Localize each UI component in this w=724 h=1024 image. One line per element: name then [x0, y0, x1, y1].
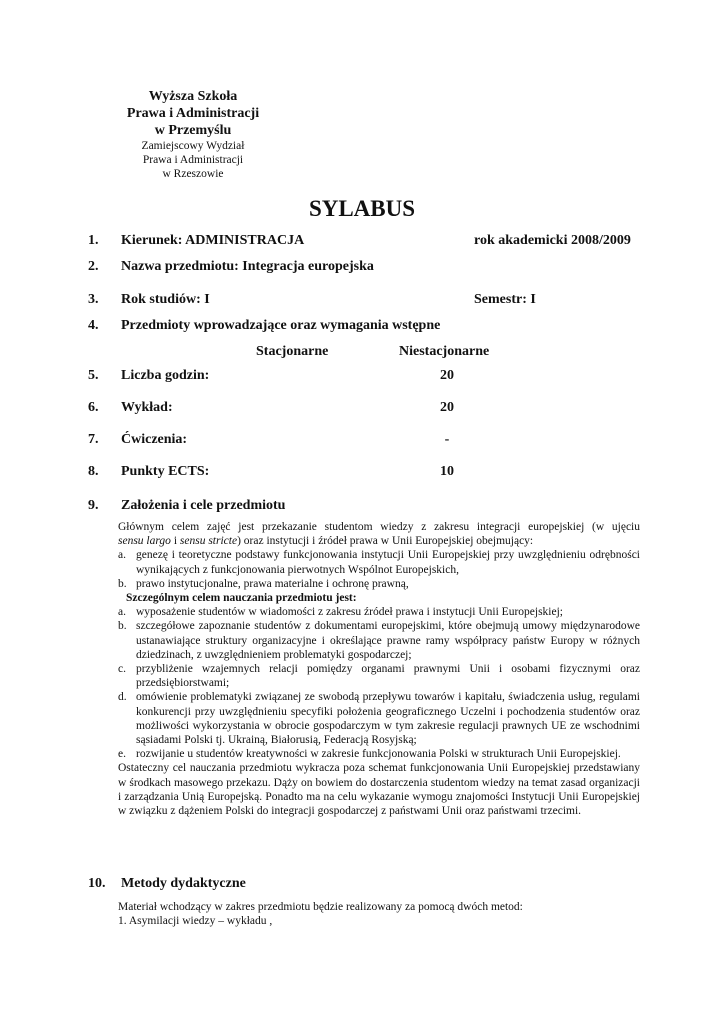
list-item: [118, 577, 640, 591]
goals-intro-line2: [118, 534, 640, 548]
list-item: [118, 662, 640, 690]
methods-item-1: 1. Asymilacji wiedzy – wykładu ,: [118, 915, 273, 928]
goals-term-stricte: sensu stricte: [179, 535, 238, 548]
faculty-line2: Prawa i Administracji: [142, 154, 244, 166]
goals-subheading: Szczególnym celem nauczania przedmiotu jest:: [126, 592, 357, 605]
section-7-number: 7.: [88, 432, 99, 447]
list-item: [118, 619, 640, 662]
section-4-number: 4.: [88, 318, 99, 333]
hours-value: 20: [440, 368, 454, 383]
section-5-label: Liczba godzin:: [121, 368, 210, 383]
section-3-number: 3.: [88, 292, 99, 307]
section-10-number: 10.: [88, 876, 106, 891]
goals-closing: Ostateczny cel nauczania przedmiotu wykracza poza schemat funkcjonowania Unii Europejskiej przedstawiany w środkach masowego przekazu. Dąży on bowiem do dostarczenia studentom wiedzy na temat zasad organizacji i zarządzania Unią Europejską. Ponadto ma na celu wykazanie wymogu znajomości Instytucji Unii Europejskiej w związku z dążeniem Polski do integracji gospodarczej z państwami Unii oraz państwami trzecimi.: [118, 762, 640, 818]
section-8-number: 8.: [88, 464, 99, 479]
section-9-number: 9.: [88, 498, 99, 513]
column-stationary: Stacjonarne: [256, 344, 329, 359]
section-2-number: 2.: [88, 259, 99, 274]
list-text: przybliżenie wzajemnych relacji pomiędzy organami prawnymi Unii i osobami fizycznymi oraz przedsiębiorstwami;: [136, 663, 640, 690]
list-text: omówienie problematyki związanej ze swobodą przepływu towarów i kapitału, świadczenia usług, regulami konkurencji przy uwzględnieniu specyfiki położenia geograficznego Uczelni i pochodzenia studentów oraz możliwości wykorzystania w obrocie gospodarczym w tym zakresie regulacji prawnych UE ze wschodnimi sąsiadami Polski tj. Ukrainą, Białorusią, Federacją Rosyjską;: [136, 691, 640, 747]
goals-body: [118, 520, 640, 818]
list-text: genezę i teoretyczne podstawy funkcjonowania instytucji Unii Europejskiej przy uwzględnieniu odrębności wynikających z funkcjonowania pierwotnych Wspólnot Europejskich,: [136, 549, 640, 576]
methods-body: [118, 900, 640, 928]
list-item: [118, 548, 640, 576]
methods-intro: Materiał wchodzący w zakres przedmiotu będzie realizowany za pomocą dwóch metod:: [118, 901, 523, 913]
list-text: wyposażenie studentów w wiadomości z zakresu źródeł prawa i instytucji Unii Europejskiej;: [136, 606, 563, 619]
list-item: [118, 605, 640, 619]
list-marker: b.: [118, 577, 127, 590]
column-nonstationary: Niestacjonarne: [399, 344, 490, 359]
section-10-label: Metody dydaktyczne: [121, 876, 246, 891]
section-2-label: Nazwa przedmiotu: Integracja europejska: [121, 259, 374, 274]
section-7-label: Ćwiczenia:: [121, 432, 188, 447]
list-marker: c.: [118, 663, 126, 676]
institution-name-line1: Wyższa Szkoła: [148, 89, 238, 104]
section-1-number: 1.: [88, 233, 99, 248]
institution-header: [88, 88, 298, 181]
list-item: [118, 690, 640, 747]
list-text: prawo instytucjonalne, prawa materialne i ochronę prawną,: [136, 577, 409, 590]
section-1-label: Kierunek: ADMINISTRACJA: [121, 233, 305, 248]
institution-name-line3: w Przemyślu: [154, 123, 232, 138]
goals-term-and: i: [170, 535, 180, 548]
list-marker: d.: [118, 691, 127, 704]
list-item: [118, 747, 640, 761]
list-marker: a.: [118, 606, 126, 619]
list-text: rozwijanie u studentów kreatywności w zakresie funkcjonowania Polski w strukturach Unii Europejskiej.: [136, 748, 621, 761]
section-8-label: Punkty ECTS:: [121, 464, 210, 479]
faculty-line3: w Rzeszowie: [162, 168, 224, 180]
institution-name-line2: Prawa i Administracji: [126, 106, 260, 121]
list-text: szczegółowe zapoznanie studentów z dokumentami europejskimi, które obejmują umowy międzynarodowe ustanawiające struktury organizacyjne i określające prawne ramy współpracy państw Europy w różnych dziedzinach, z uwzględnieniem problematyki gospodarczej;: [136, 620, 640, 661]
goals-intro-rest: ) oraz instytucji i źródeł prawa w Unii Europejskiej obejmujący:: [237, 535, 534, 548]
page-title: SYLABUS: [308, 196, 416, 221]
semester: Semestr: I: [474, 292, 536, 307]
section-9-label: Założenia i cele przedmiotu: [121, 498, 286, 513]
section-5-number: 5.: [88, 368, 99, 383]
section-6-label: Wykład:: [121, 400, 173, 415]
academic-year: rok akademicki 2008/2009: [474, 233, 631, 248]
goals-intro-line1: Głównym celem zajęć jest przekazanie studentom wiedzy z zakresu integracji europejskiej (w ujęciu: [118, 521, 640, 533]
exercises-value: -: [444, 432, 450, 447]
list-marker: a.: [118, 549, 126, 562]
goals-term-largo: sensu largo: [118, 535, 171, 548]
section-4-label: Przedmioty wprowadzające oraz wymagania wstępne: [121, 318, 441, 333]
section-6-number: 6.: [88, 400, 99, 415]
ects-value: 10: [440, 464, 454, 479]
list-marker: b.: [118, 620, 127, 633]
list-marker: e.: [118, 748, 126, 761]
section-3-label: Rok studiów: I: [121, 292, 210, 307]
lecture-value: 20: [440, 400, 454, 415]
faculty-line1: Zamiejscowy Wydział: [141, 140, 245, 152]
